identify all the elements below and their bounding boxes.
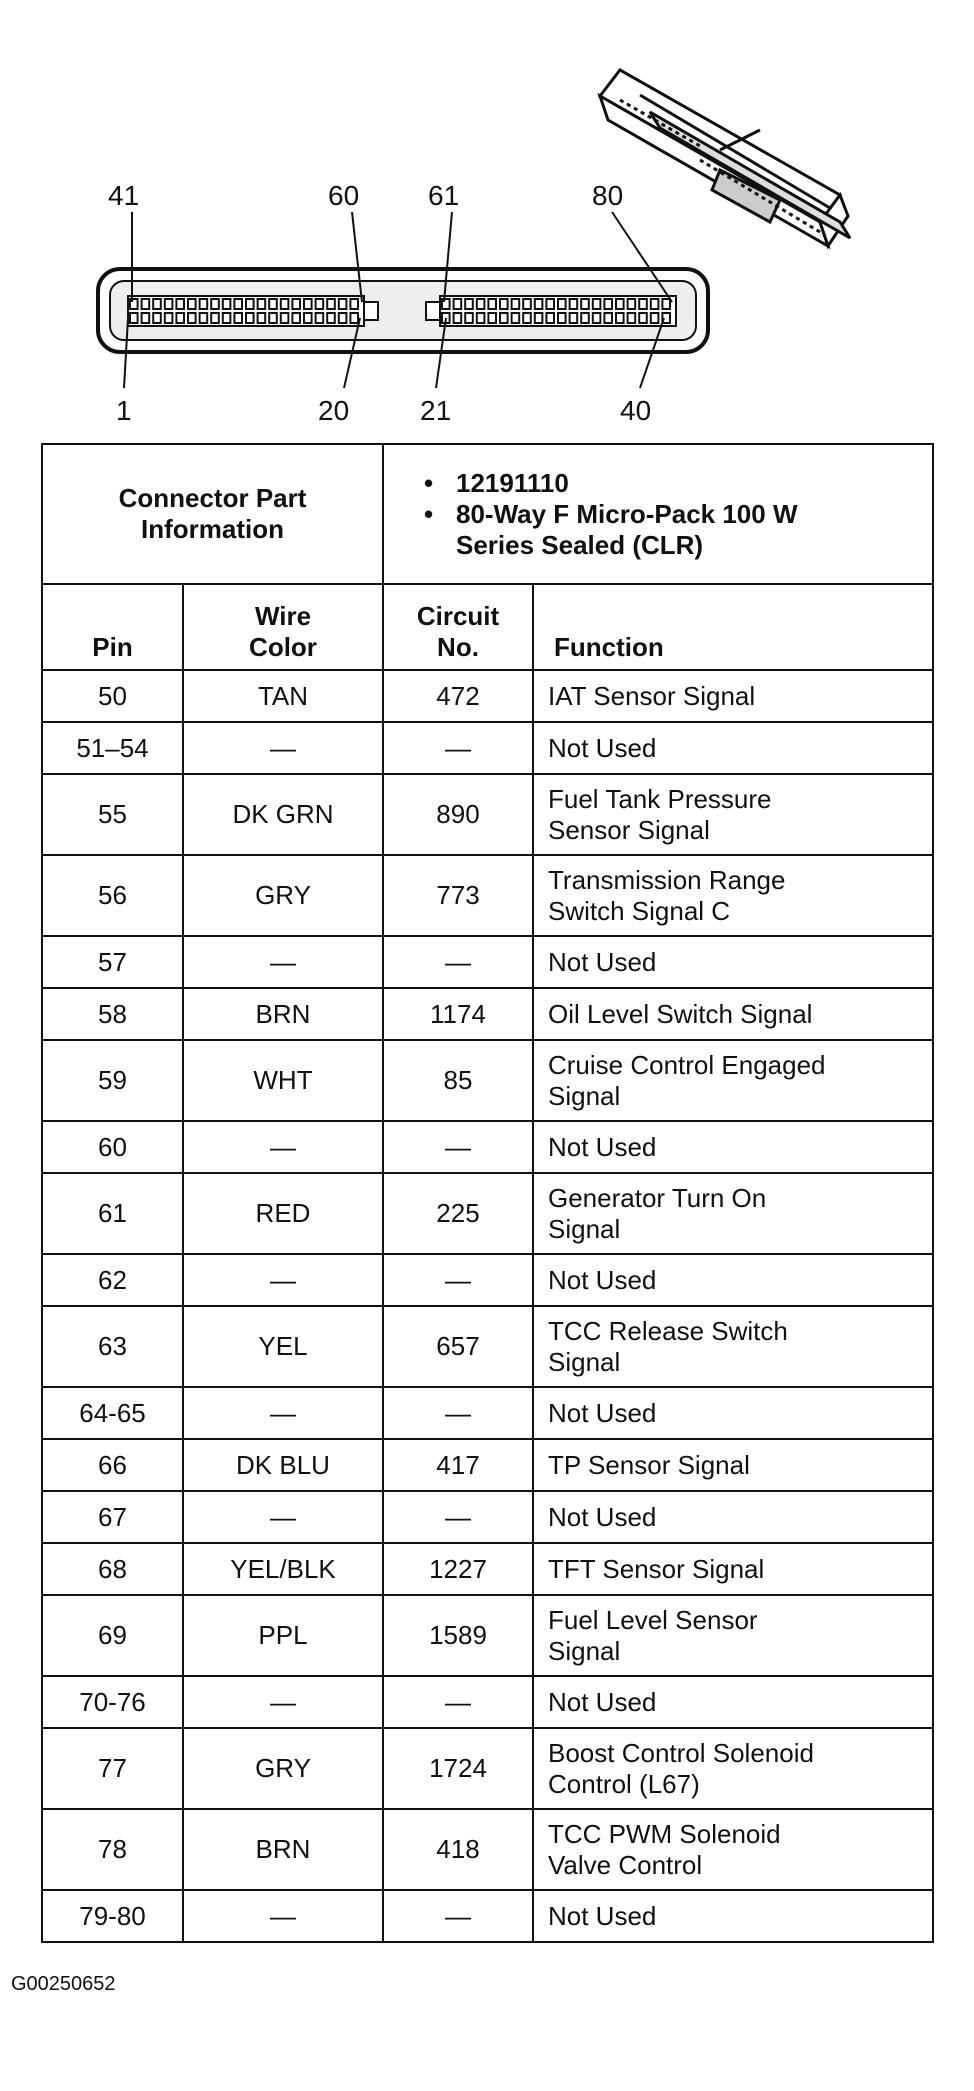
- wire-color-cell: YEL/BLK: [183, 1543, 383, 1595]
- pin-cell: 66: [42, 1439, 183, 1491]
- pin-cavity: [142, 299, 150, 309]
- table-row: [42, 1890, 933, 1942]
- pin-cavity: [281, 313, 289, 323]
- pin-cavity: [546, 313, 554, 323]
- circuit-cell: —: [383, 722, 533, 774]
- wire-color-cell: —: [183, 1890, 383, 1942]
- pin-cavity: [223, 299, 231, 309]
- circuit-cell: 417: [383, 1439, 533, 1491]
- pin-cavity: [316, 313, 324, 323]
- wire-color-cell: DK GRN: [183, 774, 383, 855]
- pin-cavity: [176, 313, 184, 323]
- function-cell: Not Used: [533, 936, 933, 988]
- pin-cavity: [616, 299, 624, 309]
- function-cell: Not Used: [533, 1676, 933, 1728]
- pin-cavity: [223, 313, 231, 323]
- header-wire-color: Wire Color: [183, 584, 383, 670]
- circuit-cell: 773: [383, 855, 533, 936]
- circuit-cell: —: [383, 1890, 533, 1942]
- pin-cavity: [512, 299, 520, 309]
- pin-cavity: [570, 313, 578, 323]
- pin-cavity: [304, 299, 312, 309]
- table-row: [42, 1809, 933, 1890]
- table-row: [42, 1254, 933, 1306]
- wire-color-cell: GRY: [183, 1728, 383, 1809]
- pin-cavity: [500, 299, 508, 309]
- pin-cell: 58: [42, 988, 183, 1040]
- pin-cavity: [558, 299, 566, 309]
- wire-color-cell: —: [183, 722, 383, 774]
- function-cell: Fuel Level Sensor Signal: [533, 1595, 933, 1676]
- pin-cavity: [558, 313, 566, 323]
- pin-cavity: [454, 299, 462, 309]
- pin-cavity: [246, 299, 254, 309]
- pin-cavity: [570, 299, 578, 309]
- pin-cavity: [258, 299, 266, 309]
- pin-cavity: [165, 313, 173, 323]
- pin-cavity: [211, 299, 219, 309]
- pin-cell: 50: [42, 670, 183, 722]
- header-row: [42, 584, 933, 670]
- pin-cell: 69: [42, 1595, 183, 1676]
- header-pin: Pin: [42, 584, 183, 670]
- pin-cavity: [269, 313, 277, 323]
- pin-cavity: [281, 299, 289, 309]
- wire-color-cell: RED: [183, 1173, 383, 1254]
- pin-cavity: [488, 299, 496, 309]
- circuit-cell: —: [383, 936, 533, 988]
- table-row: [42, 1173, 933, 1254]
- function-cell: Cruise Control Engaged Signal: [533, 1040, 933, 1121]
- connector-face: [98, 269, 708, 352]
- pin-cavity: [488, 313, 496, 323]
- pin-cavity: [512, 313, 520, 323]
- circuit-cell: 1589: [383, 1595, 533, 1676]
- pin-cell: 61: [42, 1173, 183, 1254]
- header-function: Function: [533, 584, 933, 670]
- pin-cavity: [269, 299, 277, 309]
- pin-cavity: [339, 299, 347, 309]
- pin-cavity: [535, 313, 543, 323]
- wire-color-cell: PPL: [183, 1595, 383, 1676]
- pin-cavity: [454, 313, 462, 323]
- circuit-cell: 890: [383, 774, 533, 855]
- wire-color-cell: —: [183, 1491, 383, 1543]
- function-cell: Not Used: [533, 1890, 933, 1942]
- function-cell: Generator Turn On Signal: [533, 1173, 933, 1254]
- pin-cavity: [200, 313, 208, 323]
- pin-cavity: [339, 313, 347, 323]
- table-row: [42, 1387, 933, 1439]
- pin-cavity: [477, 313, 485, 323]
- circuit-cell: 1227: [383, 1543, 533, 1595]
- figure-id: G00250652: [11, 1973, 116, 1995]
- pin-cavity: [327, 313, 335, 323]
- pin-cell: 56: [42, 855, 183, 936]
- pin-label-40: 40: [620, 395, 652, 426]
- table-row: [42, 1040, 933, 1121]
- pin-cavity: [546, 299, 554, 309]
- table-row: [42, 855, 933, 936]
- wire-color-cell: —: [183, 936, 383, 988]
- pin-cavity: [211, 313, 219, 323]
- pin-cavity: [234, 313, 242, 323]
- circuit-cell: —: [383, 1676, 533, 1728]
- wire-color-cell: —: [183, 1121, 383, 1173]
- pin-cavity: [535, 299, 543, 309]
- connector-table: [41, 443, 934, 1943]
- pin-cell: 64-65: [42, 1387, 183, 1439]
- pin-cavity: [188, 313, 196, 323]
- function-cell: Not Used: [533, 722, 933, 774]
- table-row: [42, 722, 933, 774]
- wire-color-cell: WHT: [183, 1040, 383, 1121]
- pin-cavity: [350, 299, 358, 309]
- pin-cavity: [153, 313, 161, 323]
- pin-label-41: 41: [108, 180, 140, 211]
- pin-cavity: [662, 299, 670, 309]
- pin-cavity: [165, 299, 173, 309]
- circuit-cell: —: [383, 1254, 533, 1306]
- pin-cavity: [142, 313, 150, 323]
- pin-cavity: [581, 299, 589, 309]
- connector-description: • 80-Way F Micro-Pack 100 W Series Sealed (CLR): [424, 499, 922, 561]
- function-cell: TFT Sensor Signal: [533, 1543, 933, 1595]
- pin-cavity: [258, 313, 266, 323]
- pin-cavity: [639, 313, 647, 323]
- pin-cavity: [604, 313, 612, 323]
- pin-cavity: [316, 299, 324, 309]
- table-row: [42, 988, 933, 1040]
- pin-cavity: [523, 313, 531, 323]
- pin-cavity: [523, 299, 531, 309]
- function-cell: Boost Control Solenoid Control (L67): [533, 1728, 933, 1809]
- pin-cell: 70-76: [42, 1676, 183, 1728]
- pin-cavity: [188, 299, 196, 309]
- pin-cavity: [465, 299, 473, 309]
- table-row: [42, 1543, 933, 1595]
- pin-cell: 60: [42, 1121, 183, 1173]
- table-row: [42, 1728, 933, 1809]
- function-cell: TCC Release Switch Signal: [533, 1306, 933, 1387]
- pin-label-21: 21: [420, 395, 452, 426]
- circuit-cell: 85: [383, 1040, 533, 1121]
- pin-cavity: [200, 299, 208, 309]
- function-cell: TP Sensor Signal: [533, 1439, 933, 1491]
- pin-label-1: 1: [116, 395, 132, 426]
- pin-cell: 51–54: [42, 722, 183, 774]
- table-row: [42, 1491, 933, 1543]
- pin-cell: 78: [42, 1809, 183, 1890]
- pin-cavity: [292, 313, 300, 323]
- pin-cavity: [292, 299, 300, 309]
- pin-cell: 55: [42, 774, 183, 855]
- connector-diagram: [0, 0, 974, 440]
- wire-color-cell: —: [183, 1254, 383, 1306]
- header-circuit-no: Circuit No.: [383, 584, 533, 670]
- pin-cell: 67: [42, 1491, 183, 1543]
- function-cell: TCC PWM Solenoid Valve Control: [533, 1809, 933, 1890]
- wire-color-cell: GRY: [183, 855, 383, 936]
- pin-cavity: [234, 299, 242, 309]
- connector-info-title: Connector Part Information: [42, 444, 383, 584]
- wire-color-cell: DK BLU: [183, 1439, 383, 1491]
- pin-cavity: [500, 313, 508, 323]
- pin-cavity: [651, 313, 659, 323]
- part-number: • 12191110: [424, 468, 922, 499]
- circuit-cell: 1174: [383, 988, 533, 1040]
- pin-cavity: [350, 313, 358, 323]
- function-cell: Oil Level Switch Signal: [533, 988, 933, 1040]
- pin-cavity: [593, 313, 601, 323]
- table-row: [42, 670, 933, 722]
- pin-label-80: 80: [592, 180, 624, 211]
- info-row: [42, 444, 933, 584]
- pin-cavity: [581, 313, 589, 323]
- pin-cell: 57: [42, 936, 183, 988]
- function-cell: Not Used: [533, 1491, 933, 1543]
- circuit-cell: 418: [383, 1809, 533, 1890]
- pin-cavity: [246, 313, 254, 323]
- pin-cavity: [327, 299, 335, 309]
- pin-cavity: [130, 313, 138, 323]
- pin-cavity: [604, 299, 612, 309]
- pin-cavity: [616, 313, 624, 323]
- pin-cavity: [465, 313, 473, 323]
- table-row: [42, 774, 933, 855]
- wire-color-cell: BRN: [183, 1809, 383, 1890]
- wire-color-cell: YEL: [183, 1306, 383, 1387]
- pin-cell: 63: [42, 1306, 183, 1387]
- function-cell: Not Used: [533, 1387, 933, 1439]
- function-cell: Transmission Range Switch Signal C: [533, 855, 933, 936]
- function-cell: IAT Sensor Signal: [533, 670, 933, 722]
- pin-cavity: [628, 299, 636, 309]
- pin-cavity: [639, 299, 647, 309]
- table-row: [42, 1676, 933, 1728]
- table-row: [42, 1121, 933, 1173]
- function-cell: Not Used: [533, 1121, 933, 1173]
- pin-cell: 79-80: [42, 1890, 183, 1942]
- circuit-cell: 1724: [383, 1728, 533, 1809]
- connector-info-details: [383, 444, 933, 584]
- pin-label-61: 61: [428, 180, 460, 211]
- circuit-cell: 657: [383, 1306, 533, 1387]
- circuit-cell: —: [383, 1121, 533, 1173]
- pin-cavity: [628, 313, 636, 323]
- circuit-cell: —: [383, 1387, 533, 1439]
- wire-color-cell: TAN: [183, 670, 383, 722]
- pin-cavity: [593, 299, 601, 309]
- wire-color-cell: BRN: [183, 988, 383, 1040]
- pin-cell: 59: [42, 1040, 183, 1121]
- wire-color-cell: —: [183, 1387, 383, 1439]
- pin-label-60: 60: [328, 180, 360, 211]
- pin-cell: 77: [42, 1728, 183, 1809]
- pin-cavity: [304, 313, 312, 323]
- function-cell: Not Used: [533, 1254, 933, 1306]
- circuit-cell: 472: [383, 670, 533, 722]
- table-row: [42, 1595, 933, 1676]
- pin-cell: 62: [42, 1254, 183, 1306]
- circuit-cell: 225: [383, 1173, 533, 1254]
- circuit-cell: —: [383, 1491, 533, 1543]
- pin-cell: 68: [42, 1543, 183, 1595]
- pin-cavity: [176, 299, 184, 309]
- table-row: [42, 936, 933, 988]
- connector-3d-illustration: [600, 70, 850, 246]
- wire-color-cell: —: [183, 1676, 383, 1728]
- table-row: [42, 1306, 933, 1387]
- table-row: [42, 1439, 933, 1491]
- pin-cavity: [153, 299, 161, 309]
- function-cell: Fuel Tank Pressure Sensor Signal: [533, 774, 933, 855]
- pin-cavity: [651, 299, 659, 309]
- pin-cavity: [477, 299, 485, 309]
- pin-label-20: 20: [318, 395, 350, 426]
